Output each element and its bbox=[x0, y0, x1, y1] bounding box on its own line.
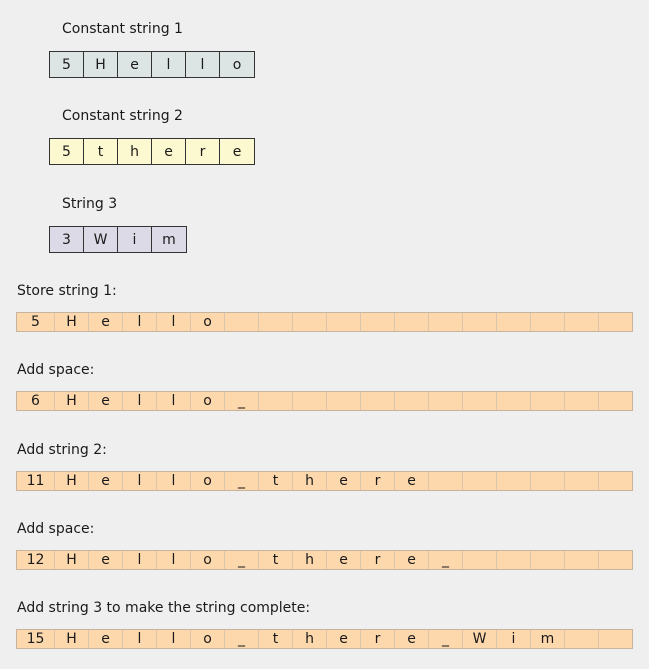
char-cell: e bbox=[89, 313, 123, 331]
char-cell: o bbox=[232, 56, 242, 73]
char-cell: o bbox=[191, 630, 225, 648]
empty-cell bbox=[565, 313, 599, 331]
empty-cell bbox=[225, 313, 259, 331]
empty-cell bbox=[497, 472, 531, 490]
empty-cell bbox=[565, 472, 599, 490]
char-cell: l bbox=[152, 52, 186, 77]
length-cell: 5 bbox=[50, 139, 84, 164]
char-cell: i bbox=[118, 227, 152, 252]
step-3-buffer bbox=[16, 471, 633, 491]
char-cell: e bbox=[395, 472, 429, 490]
char-cell: t bbox=[259, 472, 293, 490]
char-cell: l bbox=[123, 313, 157, 331]
char-cell: e bbox=[89, 551, 123, 569]
step-5-label: Add string 3 to make the string complete: bbox=[17, 600, 311, 616]
empty-cell bbox=[599, 313, 632, 331]
char-cell: W bbox=[84, 227, 118, 252]
length-cell: 11 bbox=[17, 472, 55, 490]
empty-cell bbox=[463, 392, 497, 410]
char-cell: H bbox=[55, 392, 89, 410]
char-cell: e bbox=[232, 143, 242, 160]
step-5-buffer bbox=[16, 629, 633, 649]
char-cell: l bbox=[123, 630, 157, 648]
char-cell: e bbox=[89, 630, 123, 648]
char-cell: H bbox=[55, 313, 89, 331]
step-2-label: Add space: bbox=[17, 362, 95, 378]
step-3-label: Add string 2: bbox=[17, 442, 107, 458]
char-cell: e bbox=[395, 551, 429, 569]
char-cell: W bbox=[463, 630, 497, 648]
char-cell: t bbox=[259, 630, 293, 648]
length-cell: 5 bbox=[17, 313, 55, 331]
char-cell: i bbox=[497, 630, 531, 648]
empty-cell bbox=[599, 392, 632, 410]
empty-cell bbox=[259, 392, 293, 410]
empty-cell bbox=[463, 551, 497, 569]
char-cell: l bbox=[157, 392, 191, 410]
empty-cell bbox=[429, 392, 463, 410]
step-1-label: Store string 1: bbox=[17, 283, 117, 299]
char-cell: r bbox=[186, 139, 220, 164]
empty-cell bbox=[259, 313, 293, 331]
empty-cell bbox=[395, 392, 429, 410]
char-cell: l bbox=[123, 551, 157, 569]
char-cell: l bbox=[123, 472, 157, 490]
char-cell: e bbox=[327, 551, 361, 569]
step-4-label: Add space: bbox=[17, 521, 95, 537]
empty-cell bbox=[429, 472, 463, 490]
char-cell: H bbox=[55, 551, 89, 569]
char-cell: r bbox=[361, 472, 395, 490]
char-cell: l bbox=[157, 472, 191, 490]
char-cell: h bbox=[293, 472, 327, 490]
char-cell: o bbox=[191, 551, 225, 569]
length-cell: 3 bbox=[50, 227, 84, 252]
char-cell: l bbox=[157, 313, 191, 331]
empty-cell bbox=[599, 472, 632, 490]
char-cell: H bbox=[84, 52, 118, 77]
empty-cell bbox=[463, 472, 497, 490]
char-cell: h bbox=[293, 630, 327, 648]
empty-cell bbox=[293, 392, 327, 410]
string-3-label: String 3 bbox=[62, 196, 118, 212]
char-cell: l bbox=[157, 630, 191, 648]
empty-cell bbox=[531, 472, 565, 490]
char-cell: _ bbox=[225, 630, 259, 648]
empty-cell bbox=[497, 551, 531, 569]
empty-cell bbox=[565, 551, 599, 569]
char-cell: e bbox=[89, 472, 123, 490]
char-cell: o bbox=[191, 392, 225, 410]
char-cell: r bbox=[361, 630, 395, 648]
char-cell: _ bbox=[225, 472, 259, 490]
char-cell: e bbox=[395, 630, 429, 648]
empty-cell bbox=[599, 630, 632, 648]
empty-cell bbox=[531, 392, 565, 410]
empty-cell bbox=[429, 313, 463, 331]
char-cell: H bbox=[55, 472, 89, 490]
empty-cell bbox=[565, 630, 599, 648]
char-cell: _ bbox=[429, 630, 463, 648]
char-cell: o bbox=[191, 472, 225, 490]
char-cell: l bbox=[186, 52, 220, 77]
empty-cell bbox=[565, 392, 599, 410]
length-cell: 6 bbox=[17, 392, 55, 410]
char-cell: e bbox=[327, 630, 361, 648]
char-cell: e bbox=[89, 392, 123, 410]
length-cell: 15 bbox=[17, 630, 55, 648]
char-cell: m bbox=[162, 231, 176, 248]
char-cell: t bbox=[84, 139, 118, 164]
char-cell: e bbox=[327, 472, 361, 490]
empty-cell bbox=[497, 392, 531, 410]
empty-cell bbox=[327, 313, 361, 331]
char-cell: r bbox=[361, 551, 395, 569]
empty-cell bbox=[361, 313, 395, 331]
empty-cell bbox=[395, 313, 429, 331]
char-cell: _ bbox=[225, 551, 259, 569]
empty-cell bbox=[463, 313, 497, 331]
constant-2-label: Constant string 2 bbox=[62, 108, 183, 124]
empty-cell bbox=[293, 313, 327, 331]
char-cell: _ bbox=[225, 392, 259, 410]
string-3-string bbox=[49, 226, 187, 253]
char-cell: l bbox=[123, 392, 157, 410]
step-1-buffer bbox=[16, 312, 633, 332]
empty-cell bbox=[599, 551, 632, 569]
empty-cell bbox=[531, 313, 565, 331]
constant-1-string bbox=[49, 51, 255, 78]
char-cell: o bbox=[191, 313, 225, 331]
empty-cell bbox=[327, 392, 361, 410]
empty-cell bbox=[361, 392, 395, 410]
char-cell: e bbox=[118, 52, 152, 77]
empty-cell bbox=[497, 313, 531, 331]
step-2-buffer bbox=[16, 391, 633, 411]
step-4-buffer bbox=[16, 550, 633, 570]
constant-2-string bbox=[49, 138, 255, 165]
char-cell: H bbox=[55, 630, 89, 648]
length-cell: 12 bbox=[17, 551, 55, 569]
constant-1-label: Constant string 1 bbox=[62, 21, 183, 37]
char-cell: h bbox=[293, 551, 327, 569]
length-cell: 5 bbox=[50, 52, 84, 77]
char-cell: t bbox=[259, 551, 293, 569]
char-cell: l bbox=[157, 551, 191, 569]
char-cell: _ bbox=[429, 551, 463, 569]
char-cell: h bbox=[118, 139, 152, 164]
char-cell: m bbox=[531, 630, 565, 648]
empty-cell bbox=[531, 551, 565, 569]
char-cell: e bbox=[152, 139, 186, 164]
